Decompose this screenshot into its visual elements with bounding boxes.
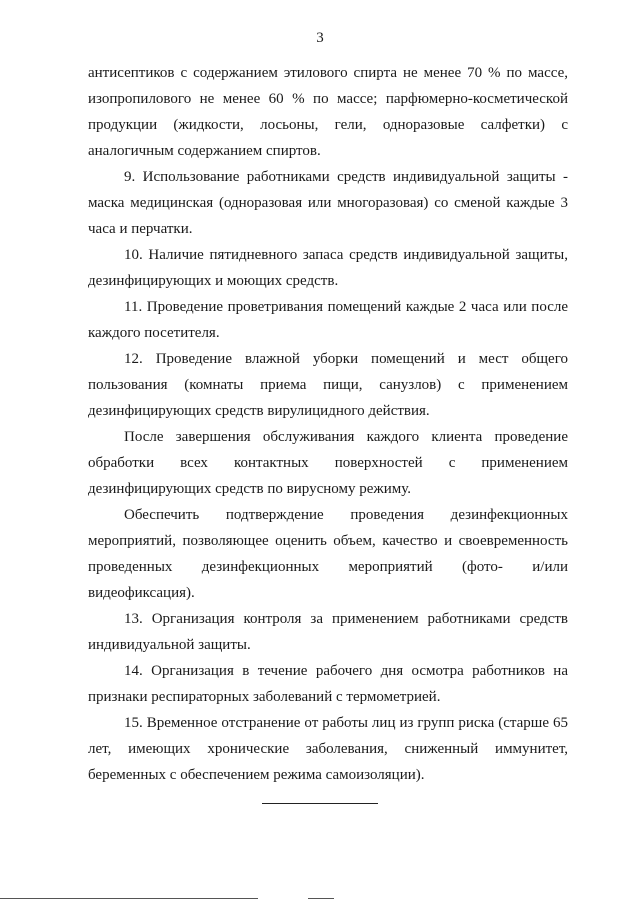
paragraph-confirm-disinfection: Обеспечить подтверждение проведения дезинфекционных мероприятий, позволяющее оценить объем, качество и своевременность проведенных дезинфекционных мероприятий (фото- и/или видеофиксация). [88, 507, 568, 601]
end-of-text-rule [262, 803, 378, 804]
paragraph-item-11: 11. Проведение проветривания помещений каждые 2 часа или после каждого посетителя. [88, 299, 568, 341]
paragraph-item-15: 15. Временное отстранение от работы лиц из групп риска (старше 65 лет, имеющих хронические заболевания, сниженный иммунитет, беременных с обеспечением режима самоизоляции). [88, 715, 568, 783]
paragraph-item-12: 12. Проведение влажной уборки помещений и мест общего пользования (комнаты приема пищи, санузлов) с применением дезинфицирующих средств вирулицидного действия. [88, 351, 568, 419]
footer-rule-right [308, 898, 334, 899]
paragraph-item-9: 9. Использование работниками средств индивидуальной защиты - маска медицинская (одноразовая или многоразовая) со сменой каждые 3 часа и перчатки. [88, 169, 568, 237]
page-number: 3 [316, 30, 324, 46]
paragraph-antiseptics-continued: антисептиков с содержанием этилового спирта не менее 70 % по массе, изопропилового не менее 60 % по массе; парфюмерно-косметической продукции (жидкости, лосьоны, гели, одноразовые салфетки) с аналогичным содержанием спиртов. [88, 65, 568, 159]
footer-rule-left [0, 898, 258, 899]
paragraph-item-14: 14. Организация в течение рабочего дня осмотра работников на признаки респираторных заболеваний с термометрией. [88, 663, 568, 705]
document-body [88, 60, 568, 788]
paragraph-item-13: 13. Организация контроля за применением работниками средств индивидуальной защиты. [88, 611, 568, 653]
paragraph-item-10: 10. Наличие пятидневного запаса средств индивидуальной защиты, дезинфицирующих и моющих средств. [88, 247, 568, 289]
paragraph-after-service: После завершения обслуживания каждого клиента проведение обработки всех контактных поверхностей с применением дезинфицирующих средств по вирусному режиму. [88, 429, 568, 497]
